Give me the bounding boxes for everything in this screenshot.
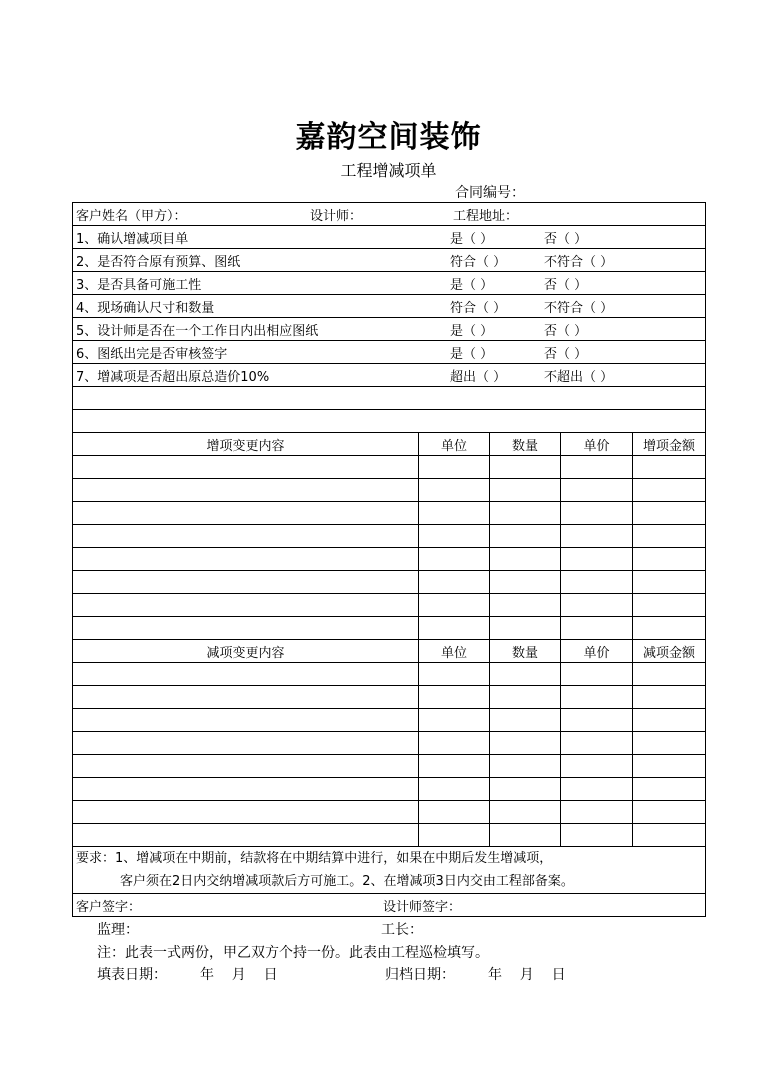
checklist-no-option[interactable]: 否（ ） [544,277,588,293]
reduce-content-header: 减项变更内容 [73,640,419,663]
add-item-row [73,571,706,594]
checklist-item: 5、设计师是否在一个工作日内出相应图纸 [76,323,319,339]
add-item-row [73,548,706,571]
customer-signature-label: 客户签字： [76,899,142,915]
customer-name-label: 客户姓名（甲方）： [76,208,187,224]
archive-date-label: 归档日期： [385,967,455,983]
checklist-no-option[interactable]: 不符合（ ） [544,254,614,270]
checklist-item: 2、是否符合原有预算、图纸 [76,254,241,270]
project-address-label: 工程地址： [453,208,519,224]
unit-header: 单位 [419,433,490,456]
checklist-yes-option[interactable]: 是（ ） [450,277,494,293]
blank-cell[interactable] [73,387,706,410]
add-item-row [73,456,706,479]
checklist-yes-option[interactable]: 是（ ） [450,323,494,339]
checklist-no-option[interactable]: 否（ ） [544,323,588,339]
checklist-yes-option[interactable]: 超出（ ） [450,369,507,385]
reduce-item-row [73,686,706,709]
requirements-line-2: 客户须在2日内交纳增减项款后方可施工。2、在增减项3日内交由工程部备案。 [120,874,574,889]
checklist-yes-option[interactable]: 符合（ ） [450,300,507,316]
blank-row [73,410,706,433]
checklist-row [73,341,706,364]
checklist-item: 6、图纸出完是否审核签字 [76,346,228,362]
designer-label: 设计师： [310,208,363,224]
checklist-no-option[interactable]: 否（ ） [544,346,588,362]
footer-note: 注：此表一式两份，甲乙双方个持一份。此表由工程巡检填写。 [97,945,489,961]
reduce-item-row [73,778,706,801]
signature-row [73,894,706,917]
add-item-row [73,525,706,548]
designer-signature-label: 设计师签字： [383,899,462,915]
checklist-item: 4、现场确认尺寸和数量 [76,300,215,316]
checklist-row [73,272,706,295]
fill-date-label: 填表日期： [97,967,167,983]
reduce-item-row [73,709,706,732]
checklist-row [73,226,706,249]
foreman-label: 工长： [381,922,423,938]
add-item-row [73,617,706,640]
requirements-row [73,847,706,894]
change-order-form [72,202,706,917]
requirements-line-1: 要求：1、增减项在中期前，结款将在中期结算中进行，如果在中期后发生增减项， [76,851,553,866]
contract-number-label: 合同编号： [455,185,525,201]
checklist-row [73,295,706,318]
reduce-item-row [73,732,706,755]
checklist-row [73,249,706,272]
checklist-yes-option[interactable]: 是（ ） [450,346,494,362]
unit-price-header: 单价 [561,640,633,663]
checklist-yes-option[interactable]: 是（ ） [450,231,494,247]
archive-date-value: 年 月 日 [488,967,566,983]
checklist-item: 7、增减项是否超出原总造价10% [76,369,270,385]
checklist-row [73,318,706,341]
form-subtitle: 工程增减项单 [340,161,437,180]
checklist-no-option[interactable]: 不超出（ ） [544,369,614,385]
add-amount-header: 增项金额 [633,433,706,456]
fill-date-value: 年 月 日 [200,967,278,983]
reduce-items-header [73,640,706,663]
blank-row [73,387,706,410]
supervisor-label: 监理： [97,922,139,938]
add-items-header [73,433,706,456]
checklist-row [73,364,706,387]
checklist-item: 1、确认增减项目单 [76,231,189,247]
checklist-no-option[interactable]: 否（ ） [544,231,588,247]
reduce-item-row [73,801,706,824]
unit-header: 单位 [419,640,490,663]
checklist-no-option[interactable]: 不符合（ ） [544,300,614,316]
customer-info-row [73,203,706,226]
form-title: 嘉韵空间装饰 [295,120,482,155]
reduce-item-row [73,663,706,686]
add-item-row [73,594,706,617]
reduce-item-row [73,824,706,847]
reduce-amount-header: 减项金额 [633,640,706,663]
checklist-item: 3、是否具备可施工性 [76,277,202,293]
add-content-header: 增项变更内容 [73,433,419,456]
unit-price-header: 单价 [561,433,633,456]
quantity-header: 数量 [490,640,561,663]
reduce-item-row [73,755,706,778]
add-item-row [73,479,706,502]
add-item-row [73,502,706,525]
checklist-yes-option[interactable]: 符合（ ） [450,254,507,270]
quantity-header: 数量 [490,433,561,456]
blank-cell[interactable] [73,410,706,433]
